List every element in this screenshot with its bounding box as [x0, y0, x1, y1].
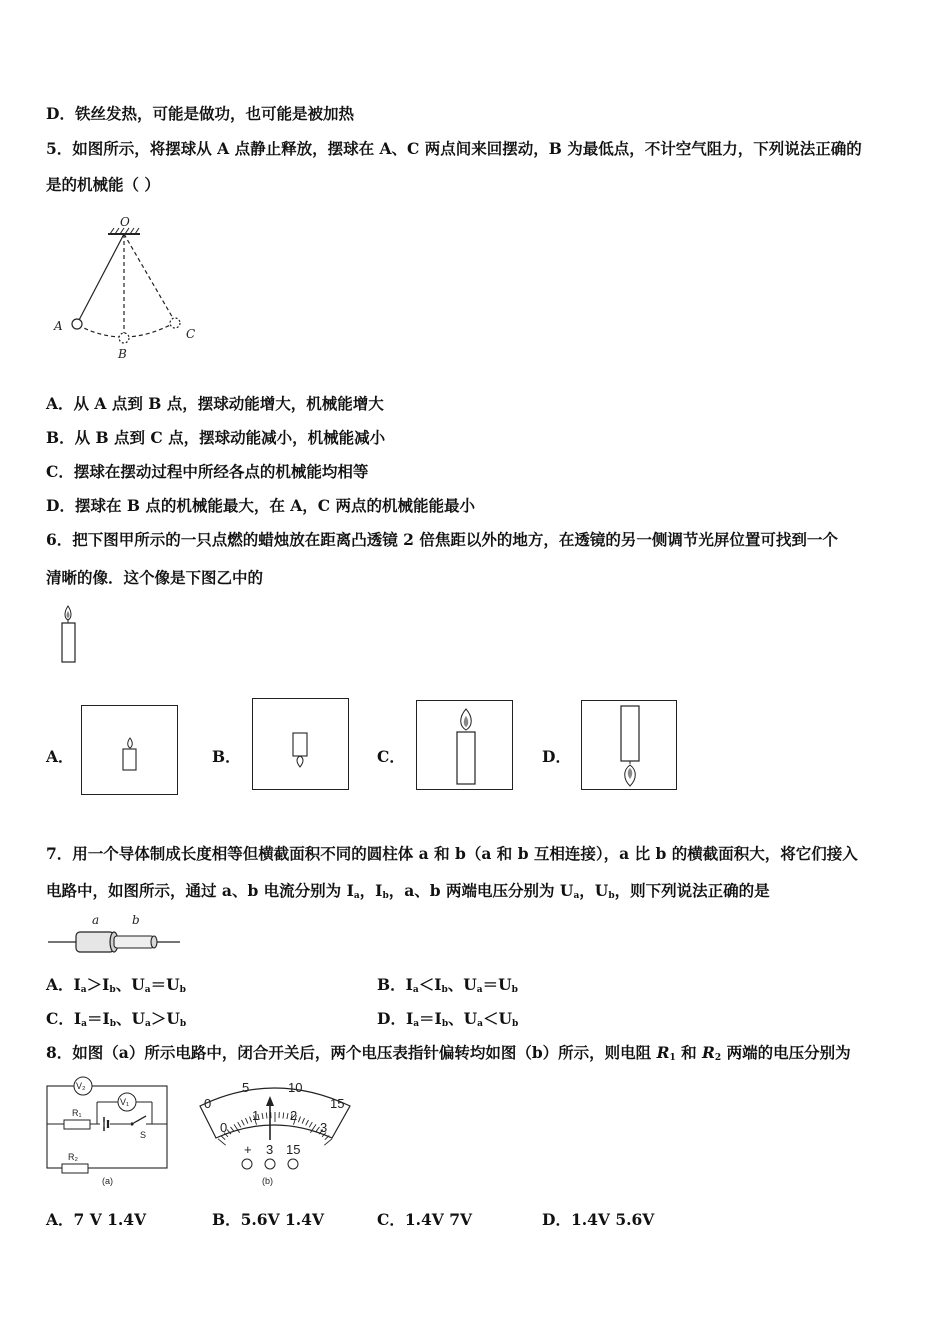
voltmeter-dial-figure-b — [192, 1076, 362, 1191]
label-b: b — [132, 913, 140, 927]
dial-tick — [221, 1136, 225, 1140]
bottom-label-3: 3 — [320, 1120, 328, 1135]
q8-stem: 8．如图（a）所示电路中，闭合开关后，两个电压表指针偏转均如图（b）所示，则电阻 $R_1$ 和 $R_2$ 两端的电压分别为 — [46, 1043, 851, 1063]
q5-option-b: B．从 B 点到 C 点，摆球动能减小，机械能减小 — [46, 428, 386, 447]
caption-b: (b) — [262, 1176, 273, 1186]
label-c: C — [186, 327, 196, 341]
resistor-r1 — [64, 1120, 90, 1129]
q8-option-a: A．7 V 1.4V — [46, 1210, 147, 1229]
ball-b — [119, 333, 129, 343]
large-upright-image — [417, 701, 512, 789]
terminal-plus: + — [244, 1142, 252, 1157]
q6-option-a-letter: A． — [46, 747, 74, 766]
label-s: S — [140, 1130, 147, 1140]
q5-option-d: D．摆球在 B 点的机械能最大，在 A，C 两点的机械能能最小 — [46, 496, 475, 515]
circuit-figure-a — [42, 1072, 177, 1190]
terminal-15: 15 — [286, 1142, 301, 1157]
bottom-label-0: 0 — [220, 1120, 228, 1135]
q6-option-b-letter: B． — [212, 747, 241, 766]
label-b: B — [118, 347, 127, 361]
small-inverted-image — [253, 699, 348, 789]
candle-original — [56, 600, 84, 666]
candle-body — [62, 623, 75, 662]
label-r1: R₁ — [72, 1108, 82, 1118]
q7-option-d: D．$I_a=I_b$、$U_a<U_b$ — [377, 1009, 519, 1029]
q5-stem-line1: 5．如图所示，将摆球从 A 点静止释放，摆球在 A、C 两点间来回摆动，B 为最低点，不计空气阻力，下列说法正确的 — [46, 139, 862, 158]
label-v2: V₂ — [76, 1081, 86, 1091]
q5-stem-line2: 是的机械能（ ） — [46, 175, 160, 194]
pivot-label: O — [120, 215, 130, 229]
ball-c — [170, 318, 180, 328]
q7-option-b: B．$I_a<I_b$、$U_a=U_b$ — [377, 975, 518, 995]
label-v1: V₁ — [120, 1097, 130, 1107]
pendulum-figure — [48, 210, 218, 370]
terminal-3: 3 — [266, 1142, 274, 1157]
q6-option-d-letter: D． — [542, 747, 571, 766]
top-label-10: 10 — [288, 1080, 303, 1095]
bottom-label-2: 2 — [290, 1108, 298, 1123]
pendulum-string-a — [78, 234, 124, 322]
q6-option-c-letter: C． — [377, 747, 405, 766]
q8-option-b: B．5.6V 1.4V — [212, 1210, 324, 1229]
q7-stem-line1: 7．用一个导体制成长度相等但横截面积不同的圆柱体 a 和 b（a 和 b 互相连接），a 比 b 的横截面积大，将它们接入 — [46, 844, 858, 863]
ball-a — [72, 319, 82, 329]
q7-option-a: A．$I_a>I_b$、$U_a=U_b$ — [46, 975, 186, 995]
q8-option-d: D．1.4V 5.6V — [542, 1210, 655, 1229]
bottom-label-1: 1 — [252, 1108, 260, 1123]
label-a: a — [92, 913, 100, 927]
small-upright-image — [82, 706, 177, 794]
q7-option-c: C．$I_a=I_b$、$U_a>U_b$ — [46, 1009, 187, 1029]
q6-stem-line1: 6．把下图甲所示的一只点燃的蜡烛放在距离凸透镜 2 倍焦距以外的地方，在透镜的另一侧调节光屏位置可找到一个 — [46, 530, 838, 549]
q6-option-d-box — [581, 700, 677, 790]
label-a: A — [54, 319, 63, 333]
pendulum-string-c — [124, 234, 174, 320]
cylinder-b — [114, 936, 154, 948]
q8-option-c: C．1.4V 7V — [377, 1210, 473, 1229]
q5-option-c: C．摆球在摆动过程中所经各点的机械能均相等 — [46, 462, 369, 481]
top-label-0: 0 — [204, 1096, 212, 1111]
terminal-3-post — [265, 1159, 275, 1169]
q6-stem-line2: 清晰的像．这个像是下图乙中的 — [46, 568, 264, 587]
dial-tick — [324, 1139, 332, 1145]
q7-stem-line2: 电路中，如图所示，通过 a、b 电流分别为 $I_a$，$I_b$，a、b 两端电压分别为 $U_a$，$U_b$，则下列说法正确的是 — [46, 881, 770, 901]
top-label-5: 5 — [242, 1080, 250, 1095]
caption-a: (a) — [102, 1176, 113, 1186]
large-inverted-image — [582, 701, 676, 789]
dial-tick — [218, 1139, 226, 1145]
q6-option-a-box — [81, 705, 178, 795]
resistor-r2 — [62, 1164, 88, 1173]
q6-option-b-box — [252, 698, 349, 790]
terminal-15-post — [288, 1159, 298, 1169]
q5-option-a: A．从 A 点到 B 点，摆球动能增大，机械能增大 — [46, 394, 384, 413]
terminal-plus-post — [242, 1159, 252, 1169]
q6-option-c-box — [416, 700, 513, 790]
label-r2: R₂ — [68, 1152, 78, 1162]
conductor-figure — [48, 910, 188, 960]
top-label-15: 15 — [330, 1096, 345, 1111]
q4-option-d: D．铁丝发热，可能是做功，也可能是被加热 — [46, 104, 354, 123]
cylinder-a — [76, 932, 114, 952]
